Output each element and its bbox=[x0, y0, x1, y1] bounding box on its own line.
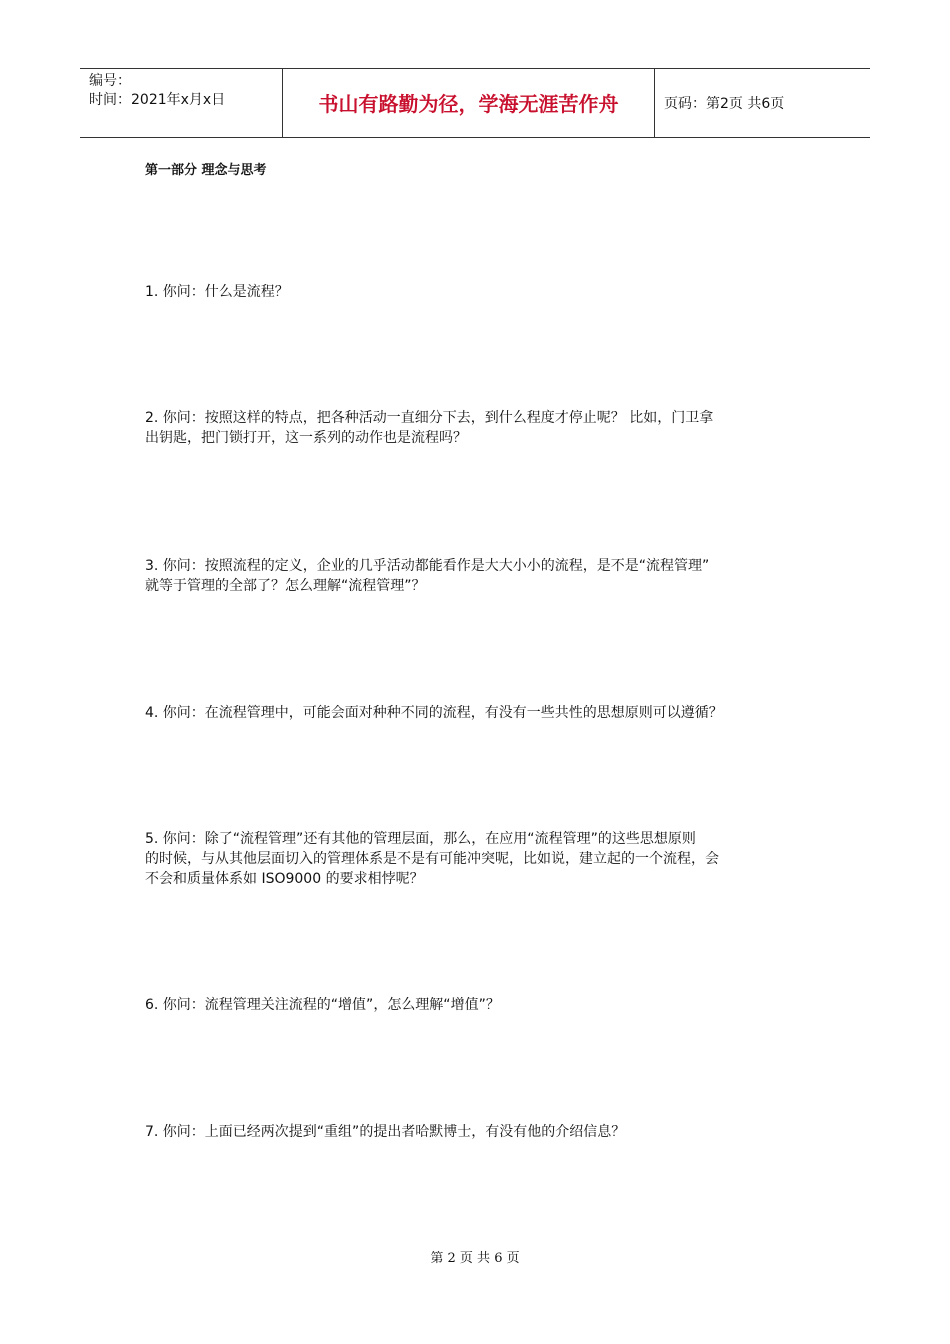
section-title: 第一部分 理念与思考 bbox=[145, 163, 267, 178]
question-7 bbox=[145, 1122, 815, 1142]
question-line: 6. 你问：流程管理关注流程的“增值”，怎么理解“增值”？ bbox=[145, 997, 500, 1013]
question-line: 1. 你问：什么是流程？ bbox=[145, 284, 289, 300]
page-header bbox=[80, 68, 870, 138]
header-motto-cell bbox=[283, 69, 655, 137]
question-line: 的时候，与从其他层面切入的管理体系是不是有可能冲突呢，比如说，建立起的一个流程，会 bbox=[145, 851, 719, 867]
question-line: 出钥匙，把门锁打开，这一系列的动作也是流程吗？ bbox=[145, 430, 467, 446]
page-footer: 第 2 页 共 6 页 bbox=[430, 1251, 520, 1266]
question-line: 就等于管理的全部了？怎么理解“流程管理”？ bbox=[145, 578, 426, 594]
question-line: 不会和质量体系如 ISO9000 的要求相悖呢？ bbox=[145, 871, 424, 887]
question-4 bbox=[145, 703, 815, 723]
page-info: 页码：第2页 共6页 bbox=[664, 96, 785, 112]
question-line: 3. 你问：按照流程的定义，企业的几乎活动都能看作是大大小小的流程，是不是“流程管理” bbox=[145, 558, 710, 574]
question-line: 2. 你问：按照这样的特点，把各种活动一直细分下去，到什么程度才停止呢？ 比如，门卫拿 bbox=[145, 410, 714, 426]
question-5 bbox=[145, 829, 815, 889]
question-1 bbox=[145, 282, 815, 302]
motto-text: 书山有路勤为径，学海无涯苦作舟 bbox=[318, 92, 619, 116]
header-page-cell bbox=[655, 69, 870, 137]
date-label: 时间：2021年x月x日 bbox=[89, 92, 226, 108]
serial-number-label: 编号： bbox=[89, 73, 131, 89]
question-line: 7. 你问：上面已经两次提到“重组”的提出者哈默博士，有没有他的介绍信息？ bbox=[145, 1124, 626, 1140]
header-info-cell bbox=[80, 69, 283, 137]
question-line: 4. 你问：在流程管理中，可能会面对种种不同的流程，有没有一些共性的思想原则可以遵循？ bbox=[145, 705, 723, 721]
question-line: 5. 你问：除了“流程管理”还有其他的管理层面，那么，在应用“流程管理”的这些思想原则 bbox=[145, 831, 696, 847]
question-6 bbox=[145, 995, 815, 1015]
question-2 bbox=[145, 408, 815, 448]
question-3 bbox=[145, 556, 815, 596]
